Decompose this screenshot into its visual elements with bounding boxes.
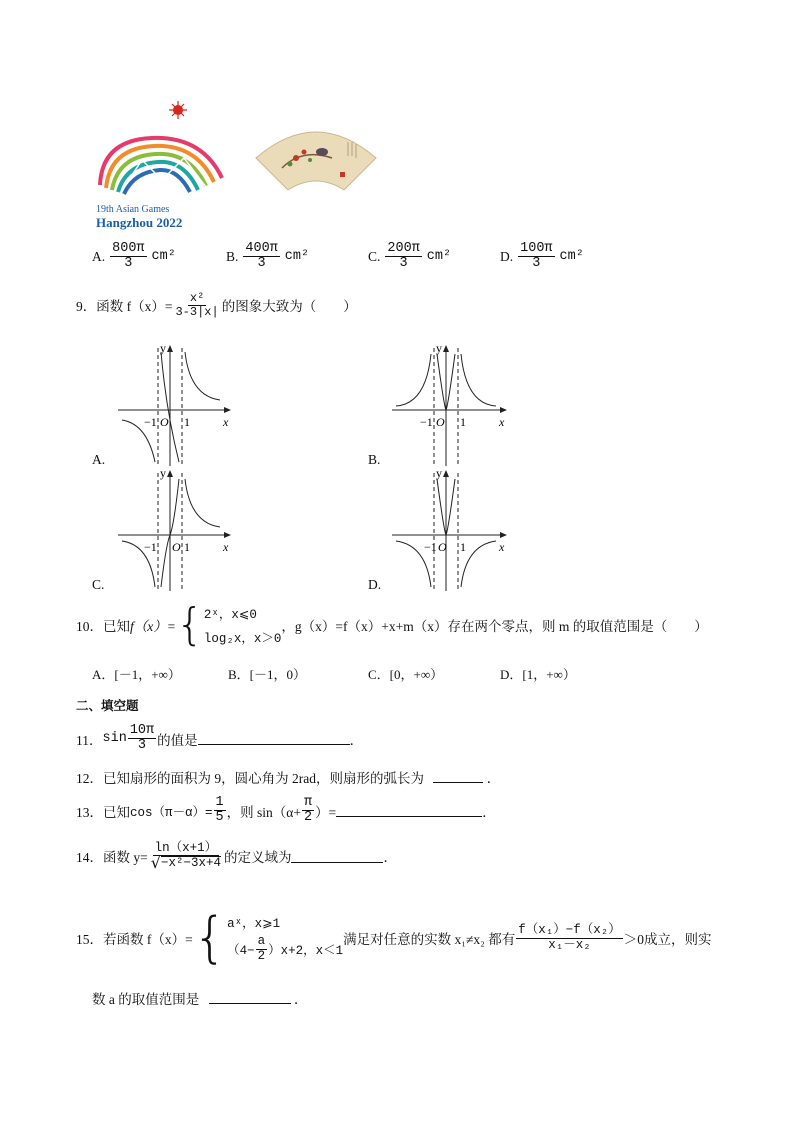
case-2: log₂x，x＞0 [203, 632, 282, 646]
q9-graph-b[interactable] [368, 340, 518, 470]
graph-b-svg [368, 340, 518, 470]
q13-fraction-2: $\frac{\pi}{2}$ [303, 795, 313, 826]
q9-prefix: 9．函数 f（x）= [76, 299, 173, 315]
tick-1: 1 [460, 415, 466, 429]
q13-prefix: 13．已知 [76, 804, 130, 820]
q11-prefix: 11． [76, 732, 103, 748]
q15-end: ． [294, 992, 308, 1007]
q9-fraction: $\frac{\text{x²}}{3-3|x|}$ [175, 291, 219, 319]
q13-close: ）= [315, 804, 337, 820]
tick-1: 1 [460, 540, 466, 554]
q14-fraction: ln（x+1） √ −x²−3x+4 [150, 841, 221, 873]
q13-mid: ，则 sin（α+ [226, 804, 301, 820]
unit: cm² [426, 249, 452, 265]
q13 [76, 796, 496, 825]
y-axis-label: y [160, 341, 166, 355]
tick-neg1: −1 [420, 415, 433, 429]
q10-prefix: 10．已知 [76, 619, 130, 634]
q15-answer-blank[interactable] [209, 991, 291, 1004]
origin-label: O [160, 415, 169, 429]
y-axis-label: y [160, 466, 166, 480]
logo-line2: Hangzhou 2022 [96, 215, 183, 230]
fan-painting-image [252, 128, 380, 198]
tick-neg1: −1 [144, 415, 157, 429]
q8-option-b[interactable] [226, 242, 309, 271]
q13-answer-blank[interactable] [336, 804, 482, 817]
q12 [76, 767, 500, 787]
origin-label: O [438, 540, 447, 554]
q10-option-d[interactable]: D．[1，+∞） [500, 667, 576, 682]
q9-graph-a[interactable] [92, 340, 242, 470]
origin-label: O [172, 540, 181, 554]
q13-end: ． [482, 804, 496, 820]
sin-label: sin [102, 731, 127, 747]
q13-cos: cos（π－α）= [130, 805, 213, 820]
q14-radicand: −x²−3x+4 [160, 856, 221, 871]
tick-1: 1 [184, 540, 190, 554]
sqrt-icon: √ [150, 853, 161, 873]
q15-fraction: $\frac{\text{f（x₁）−f（x₂）}}{\text{x₁－x₂}}$ [518, 923, 621, 952]
q15 [76, 908, 711, 968]
unit: cm² [284, 249, 310, 265]
tick-neg1: −1 [144, 540, 157, 554]
option-letter: B. [368, 452, 381, 467]
y-axis-label: y [436, 341, 442, 355]
q10-option-c[interactable]: C．[0，+∞） [368, 667, 444, 682]
option-letter: C. [92, 577, 105, 592]
q10-option-b[interactable]: B．[－1，0） [228, 667, 307, 682]
q12-text: 12．已知扇形的面积为 9，圆心角为 2rad，则扇形的弧长为 [76, 771, 424, 786]
q10-f: f（x）= [130, 619, 176, 634]
section-heading: 二、填空题 [76, 698, 139, 713]
x-axis-label: x [499, 540, 505, 554]
unit: cm² [151, 249, 176, 265]
q15-prefix: 15．若函数 f（x）= [76, 932, 193, 947]
option-letter: D. [368, 577, 382, 592]
graph-a-svg [92, 340, 242, 470]
x-axis-label: x [223, 540, 229, 554]
q15-line2 [92, 988, 308, 1008]
q10-stem [76, 600, 708, 650]
q8-option-a[interactable] [92, 242, 176, 271]
case-1: aˣ，x⩾1 [227, 917, 281, 932]
unit: cm² [559, 249, 584, 265]
asian-games-logo [92, 100, 232, 232]
case-2: （4− $\frac{a}{2}$ ）x+2，x＜1 [227, 934, 344, 963]
option-letter: A. [92, 248, 106, 264]
graph-c-svg [92, 465, 242, 595]
q9-graph-c[interactable] [92, 465, 242, 595]
q14-prefix: 14．函数 y= [76, 850, 148, 866]
x-axis-label: x [223, 415, 229, 429]
q9-graph-d[interactable] [368, 465, 518, 595]
q10-middle: ，g（x）=f（x）+x+m（x）存在两个零点，则 m 的取值范围是（ ） [281, 619, 708, 634]
q9-stem [76, 292, 357, 318]
fraction: $\frac{200\pi}{3}$ [387, 241, 420, 272]
q10-cases [204, 604, 282, 646]
q14-end: ． [383, 850, 397, 866]
q8-option-d[interactable] [500, 242, 584, 271]
q9-suffix: 的图象大致为（ ） [221, 299, 357, 315]
q15-line2-text: 数 a 的取值范围是 [92, 992, 200, 1007]
q11-answer-blank[interactable] [198, 732, 350, 745]
fraction: $\frac{800\pi}{3}$ [112, 241, 145, 272]
y-axis-label: y [436, 466, 442, 480]
q13-fraction-1: $\frac{1}{5}$ [215, 795, 224, 826]
option-letter: C. [368, 248, 381, 264]
q15-cases [227, 913, 343, 962]
tick-neg1: −1 [424, 540, 437, 554]
q15-mid: 满足对任意的实数 x₁≠x₂ 都有 [343, 932, 516, 947]
tick-1: 1 [184, 415, 190, 429]
option-letter: D. [500, 248, 514, 264]
x-axis-label: x [499, 415, 505, 429]
option-letter: B. [226, 248, 239, 264]
graph-d-svg [368, 465, 518, 595]
q11-fraction: $\frac{10\pi}{3}$ [129, 723, 155, 754]
q12-answer-blank[interactable] [433, 770, 483, 783]
q14-answer-blank[interactable] [291, 850, 383, 863]
q11 [76, 724, 363, 753]
q8-option-c[interactable] [368, 242, 451, 271]
q12-end: ． [486, 771, 501, 786]
logo-line1: 19th Asian Games [96, 204, 170, 215]
left-brace: { [192, 906, 228, 969]
option-letter: A. [92, 452, 106, 467]
q14 [76, 841, 397, 873]
q14-suffix: 的定义域为 [223, 850, 292, 866]
left-brace: { [175, 599, 204, 650]
fraction: $\frac{400\pi}{3}$ [245, 241, 278, 272]
fraction: $\frac{100\pi}{3}$ [520, 241, 553, 272]
q11-suffix: 的值是 [157, 732, 198, 748]
origin-label: O [436, 415, 445, 429]
q15-tail: ＞0成立，则实 [623, 932, 712, 947]
q10-option-a[interactable]: A．[－1，+∞） [92, 667, 181, 682]
case-1: 2ˣ，x⩽0 [203, 608, 257, 622]
q11-end: ． [349, 732, 364, 748]
